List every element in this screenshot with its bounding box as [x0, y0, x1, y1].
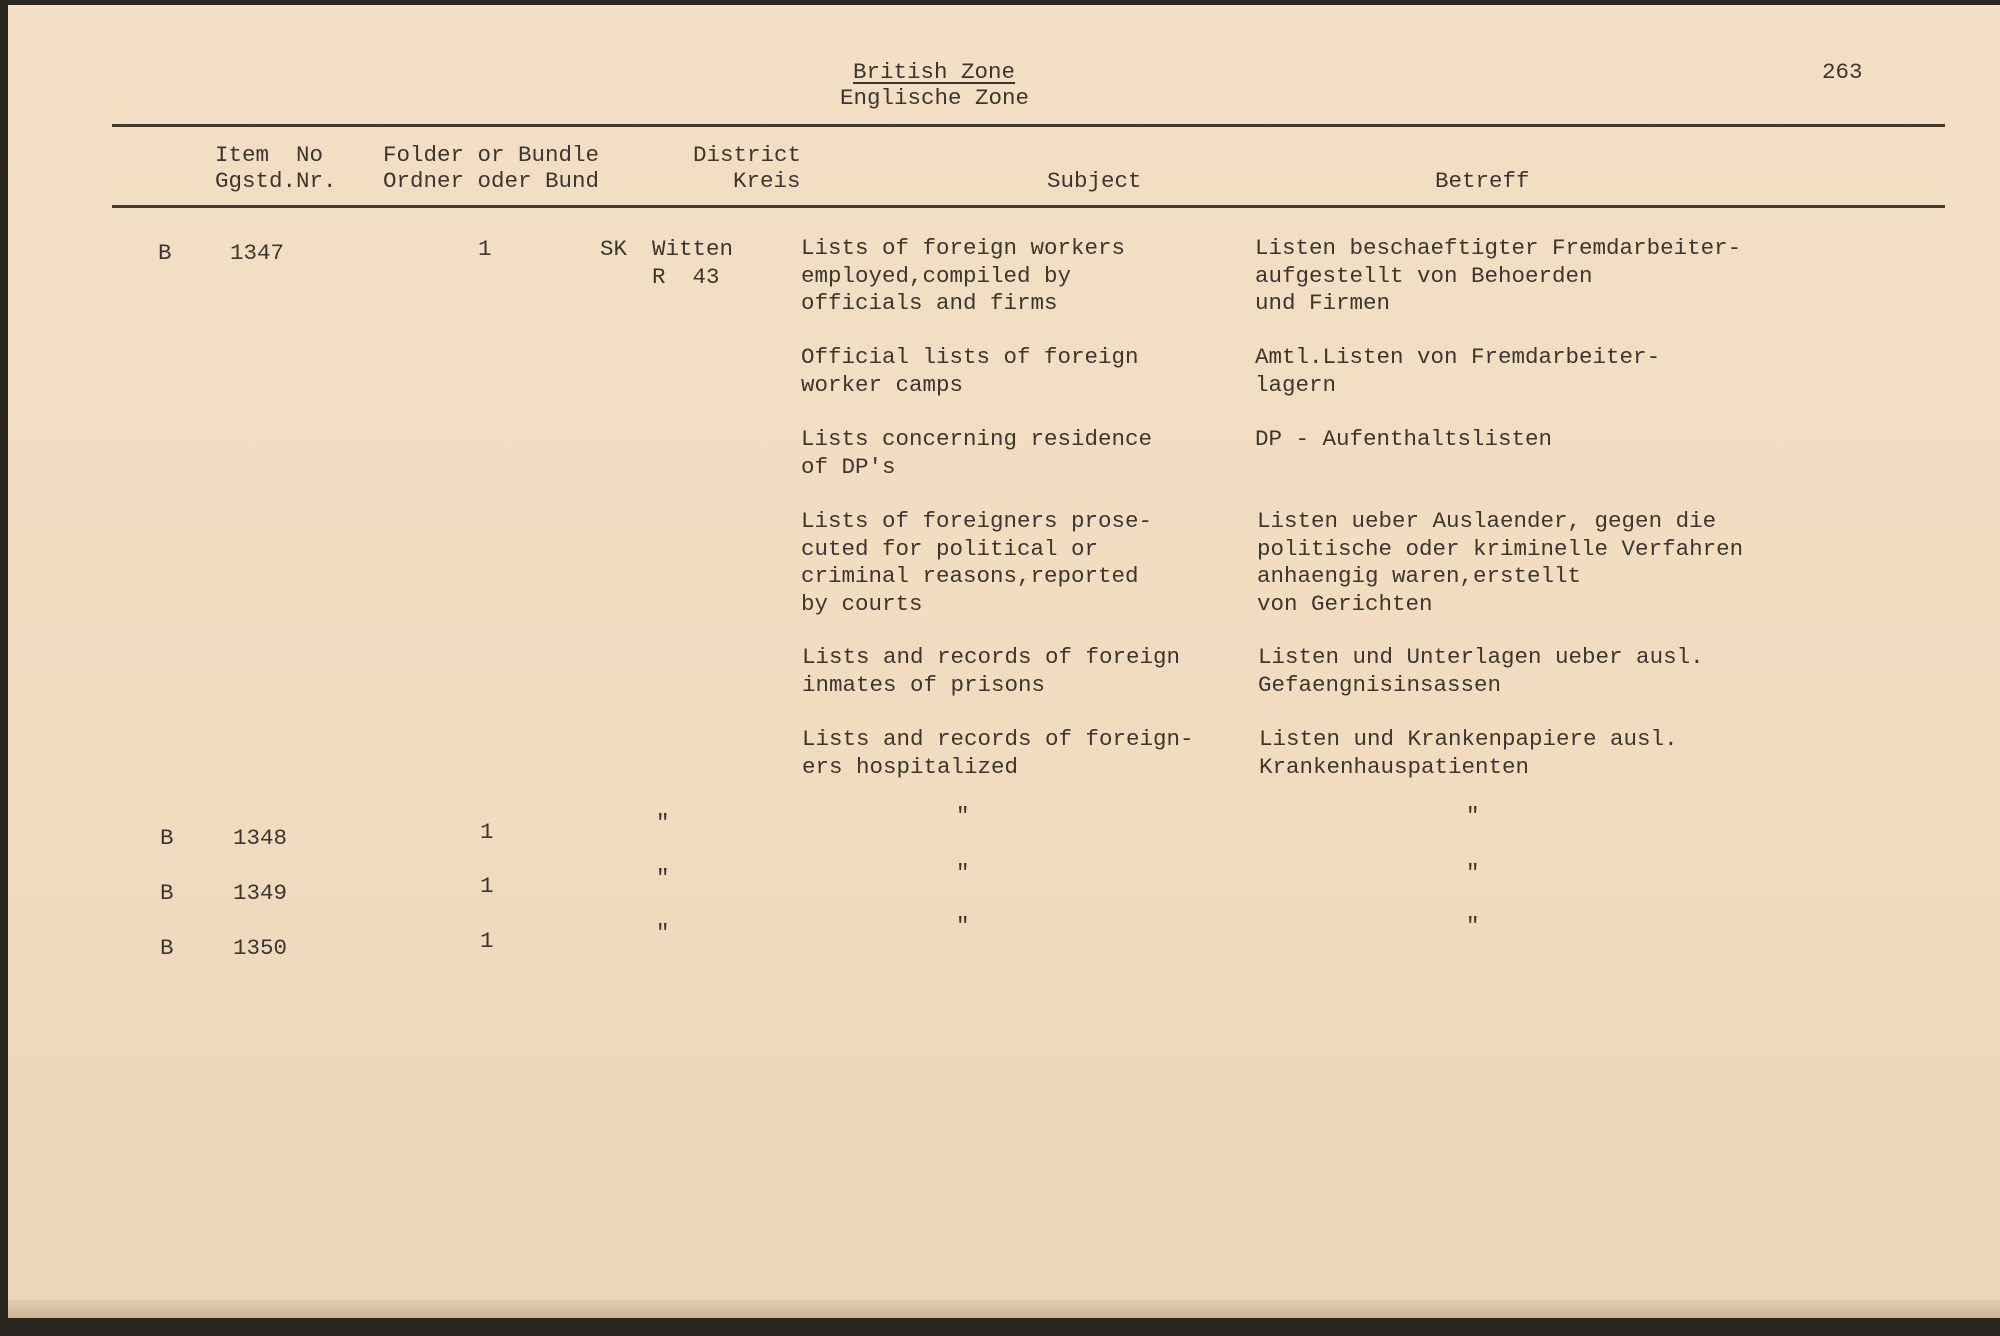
prefix: B — [160, 880, 174, 906]
top-rule — [112, 124, 1945, 127]
col-folder-en: Folder or Bundle — [383, 142, 600, 168]
col-district-de: Kreis — [733, 168, 801, 194]
subject-de: Listen beschaeftigter Fremdarbeiter- aufgestellt von Behoerden und Firmen — [1255, 235, 1742, 316]
page-edge — [8, 1300, 2000, 1318]
subject-en: Lists of foreign workers employed,compiled by officials and firms — [801, 235, 1126, 316]
folder-number: 1 — [480, 819, 494, 845]
subject-ditto: " — [956, 803, 970, 829]
subject-de: Listen ueber Auslaender, gegen die politische oder kriminelle Verfahren anhaengig waren,erstellt von Gerichten — [1257, 508, 1744, 617]
district-ditto: " — [656, 865, 670, 891]
item-number: 1348 — [233, 825, 288, 851]
subject-ditto: " — [956, 860, 970, 886]
district-ditto: " — [656, 920, 670, 946]
item-number: 1347 — [230, 240, 285, 266]
betreff-ditto: " — [1466, 913, 1480, 939]
district-code: SK — [600, 236, 628, 262]
folder-number: 1 — [480, 928, 494, 954]
subject-de: Amtl.Listen von Fremdarbeiter- lagern — [1255, 344, 1661, 398]
subject-en: Lists and records of foreign inmates of prisons — [802, 644, 1181, 698]
zone-title: British Zone — [853, 59, 1016, 85]
subject-ditto: " — [956, 913, 970, 939]
folder-number: 1 — [478, 236, 492, 262]
district-ditto: " — [656, 810, 670, 836]
prefix: B — [160, 935, 174, 961]
col-subject: Subject — [1047, 168, 1142, 194]
col-item-en: Item No — [215, 142, 324, 168]
district-sub: R 43 — [652, 264, 720, 290]
zone-subtitle: Englische Zone — [840, 85, 1030, 111]
col-betreff: Betreff — [1435, 168, 1530, 194]
subject-de: Listen und Unterlagen ueber ausl. Gefaengnisinsassen — [1258, 644, 1704, 698]
district: Witten — [652, 236, 734, 262]
subject-en: Lists and records of foreign- ers hospitalized — [802, 726, 1194, 780]
col-district-en: District — [693, 142, 802, 168]
subject-de: DP - Aufenthaltslisten — [1255, 426, 1553, 452]
col-item-de: Ggstd.Nr. — [215, 168, 337, 194]
prefix: B — [160, 825, 174, 851]
item-number: 1349 — [233, 880, 288, 906]
header-rule — [112, 205, 1945, 208]
subject-en: Lists concerning residence of DP's — [801, 426, 1153, 480]
subject-en: Lists of foreigners prose- cuted for political or criminal reasons,reported by courts — [801, 508, 1153, 617]
col-folder-de: Ordner oder Bund — [383, 168, 600, 194]
item-number: 1350 — [233, 935, 288, 961]
subject-en: Official lists of foreign worker camps — [801, 344, 1139, 398]
folder-number: 1 — [480, 873, 494, 899]
betreff-ditto: " — [1466, 860, 1480, 886]
page-number: 263 — [1822, 59, 1863, 85]
subject-de: Listen und Krankenpapiere ausl. Krankenhauspatienten — [1259, 726, 1678, 780]
prefix: B — [158, 240, 172, 266]
betreff-ditto: " — [1466, 803, 1480, 829]
